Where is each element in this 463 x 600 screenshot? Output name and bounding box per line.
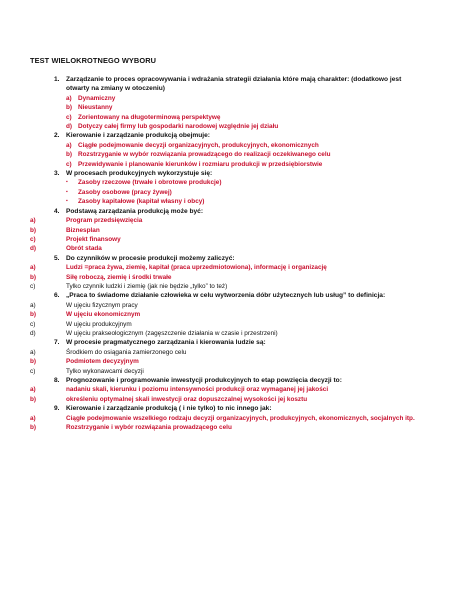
option-label: a) [66, 94, 72, 102]
option-text: Rozstrzyganie i wybór rozwiązania prowadzącego celu [66, 424, 232, 432]
answer-option [66, 178, 423, 187]
answer-option [30, 226, 423, 235]
question-number: 2. [54, 132, 60, 140]
question-9 [54, 404, 423, 413]
option-label: c) [66, 160, 72, 168]
question-8 [54, 376, 423, 385]
question-text: W procesach produkcyjnych wykorzystuje się: [66, 170, 213, 178]
option-text: Tylko wykonawcami decyzji [66, 367, 144, 375]
page-title: TEST WIELOKROTNEGO WYBORU [30, 56, 157, 65]
option-text: W ujęciu produkcyjnym [66, 320, 132, 328]
option-text: Siłę roboczą, ziemię i środki trwałe [66, 273, 172, 281]
option-text: Zorientowany na długoterminową perspektywę [78, 113, 221, 121]
answer-option [30, 301, 423, 310]
option-label: d) [30, 245, 37, 253]
option-label: b) [30, 311, 37, 319]
answer-option [66, 197, 423, 206]
question-number: 5. [54, 254, 60, 262]
option-label: c) [30, 320, 36, 328]
answer-option [30, 235, 423, 244]
option-text: Nieustanny [78, 104, 113, 112]
question-text: Podstawą zarządzania produkcją może być: [66, 207, 204, 215]
answer-option [30, 357, 423, 366]
option-text: W ujęciu fizycznym pracy [66, 301, 138, 309]
answer-option [30, 329, 423, 338]
answer-option [30, 423, 423, 432]
option-text: W ujęciu prakseologicznym (zagęszczenie działania w czasie i przestrzeni) [66, 329, 278, 337]
option-label: a) [30, 264, 36, 272]
option-label: a) [30, 348, 36, 356]
answer-option [30, 282, 423, 291]
bullet-icon: ▪ [66, 198, 68, 205]
option-label: c) [30, 367, 36, 375]
bullet-icon: ▪ [66, 188, 68, 195]
option-text: Dynamiczny [78, 94, 116, 102]
option-label: d) [30, 329, 36, 337]
question-number: 9. [54, 405, 60, 413]
question-7 [54, 338, 423, 347]
option-text: Rozstrzyganie w wybór rozwiązania prowadzącego do realizacji oczekiwanego celu [78, 151, 331, 159]
answer-option [66, 160, 423, 169]
question-3 [54, 169, 423, 178]
answer-option [30, 320, 423, 329]
option-text: Obrót stada [66, 245, 102, 253]
option-label: b) [30, 226, 37, 234]
option-text: Przewidywanie i planowanie kierunków i rozmiaru produkcji w przedsiębiorstwie [78, 160, 323, 168]
question-4 [54, 207, 423, 216]
option-text: Ciągłe podejmowanie decyzji organizacyjnych, produkcyjnych, ekonomicznych [78, 141, 319, 149]
option-label: c) [30, 235, 36, 243]
question-number: 6. [54, 292, 60, 300]
answer-option [30, 348, 423, 357]
answer-option [66, 188, 423, 197]
answer-option [30, 216, 423, 225]
question-number: 4. [54, 207, 60, 215]
answer-option [66, 113, 423, 122]
question-number: 1. [54, 76, 60, 83]
option-text: Projekt finansowy [66, 235, 121, 243]
option-text: Biznesplan [66, 226, 100, 234]
option-label: b) [30, 358, 37, 366]
option-label: a) [30, 301, 36, 309]
answer-option [66, 141, 423, 150]
question-5 [54, 254, 423, 263]
option-label: b) [66, 104, 73, 112]
answer-option [30, 244, 423, 253]
question-2 [54, 131, 423, 140]
answer-option [30, 414, 423, 423]
answer-option [30, 263, 423, 272]
question-text: Kierowanie i zarządzanie produkcją ( i nie tylko) to nic innego jak: [66, 405, 272, 413]
answer-option [30, 367, 423, 376]
question-text: „Praca to świadome działanie człowieka w celu wytworzenia dóbr użytecznych lub usług” to definicja: [66, 292, 386, 300]
option-label: d) [66, 123, 73, 131]
answer-option [30, 273, 423, 282]
option-text: Środkiem do osiągania zamierzonego celu [66, 348, 187, 356]
question-text: Do czynników w procesie produkcji możemy zaliczyć: [66, 254, 235, 262]
option-label: a) [30, 217, 36, 225]
answer-option [30, 385, 423, 394]
question-6 [54, 291, 423, 300]
option-text: Zasoby kapitałowe (kapitał własny i obcy) [78, 198, 205, 206]
answer-option [66, 150, 423, 159]
option-text: Ciągłe podejmowanie wszelkiego rodzaju decyzji organizacyjnych, produkcyjnych, ekonomicznych, socjalnych itp. [66, 414, 415, 422]
answer-option [66, 103, 423, 112]
option-text: Dotyczy całej firmy lub gospodarki narodowej względnie jej działu [78, 123, 279, 131]
question-text: Kierowanie i zarządzanie produkcją obejmuje: [66, 132, 211, 140]
option-text: Program przedsięwzięcia [66, 217, 143, 225]
option-text: Zasoby osobowe (pracy żywej) [78, 188, 172, 196]
option-text: Ludzi =praca żywa, ziemię, kapitał (praca uprzedmiotowiona), informację i organizację [66, 264, 327, 272]
question-text: W procesie pragmatycznego zarządzania i kierowania ludzie są: [66, 339, 266, 347]
question-number: 7. [54, 339, 60, 347]
option-label: b) [30, 424, 37, 432]
question-text: Prognozowanie i programowanie inwestycji produkcyjnych to etap powzięcia decyzji to: [66, 377, 342, 384]
option-text: Zasoby rzeczowe (trwałe i obrotowe produkcje) [78, 179, 222, 187]
option-text: W ujęciu ekonomicznym [66, 311, 141, 319]
bullet-icon: ▪ [66, 179, 68, 186]
question-text: Zarządzanie to proces opracowywania i wdrażania strategii działania które mają charakter: (dodatkowo jest otwarty na zmiany w otoczeniu) [66, 76, 402, 93]
answer-option [30, 310, 423, 319]
option-text: określeniu optymalnej skali inwestycji oraz dopuszczalnej wysokości jej kosztu [66, 395, 308, 403]
question-1 [54, 75, 423, 94]
option-label: a) [30, 414, 36, 422]
answer-option [66, 94, 423, 103]
option-label: b) [30, 273, 37, 281]
option-label: b) [66, 151, 73, 159]
answer-option [30, 395, 423, 404]
answer-option [66, 122, 423, 131]
option-label: b) [30, 395, 37, 403]
option-text: Podmiotem decyzyjnym [66, 358, 139, 366]
option-label: a) [30, 386, 36, 394]
option-text: Tylko czynnik ludzki i ziemię (jak nie będzie „tylko” to też) [66, 282, 228, 290]
question-number: 3. [54, 170, 60, 178]
question-number: 8. [54, 377, 60, 384]
option-label: a) [66, 141, 72, 149]
option-label: c) [66, 113, 72, 121]
option-text: nadaniu skali, kierunku i poziomu intensywności produkcji oraz wymaganej jej jakości [66, 386, 329, 394]
option-label: c) [30, 282, 36, 290]
